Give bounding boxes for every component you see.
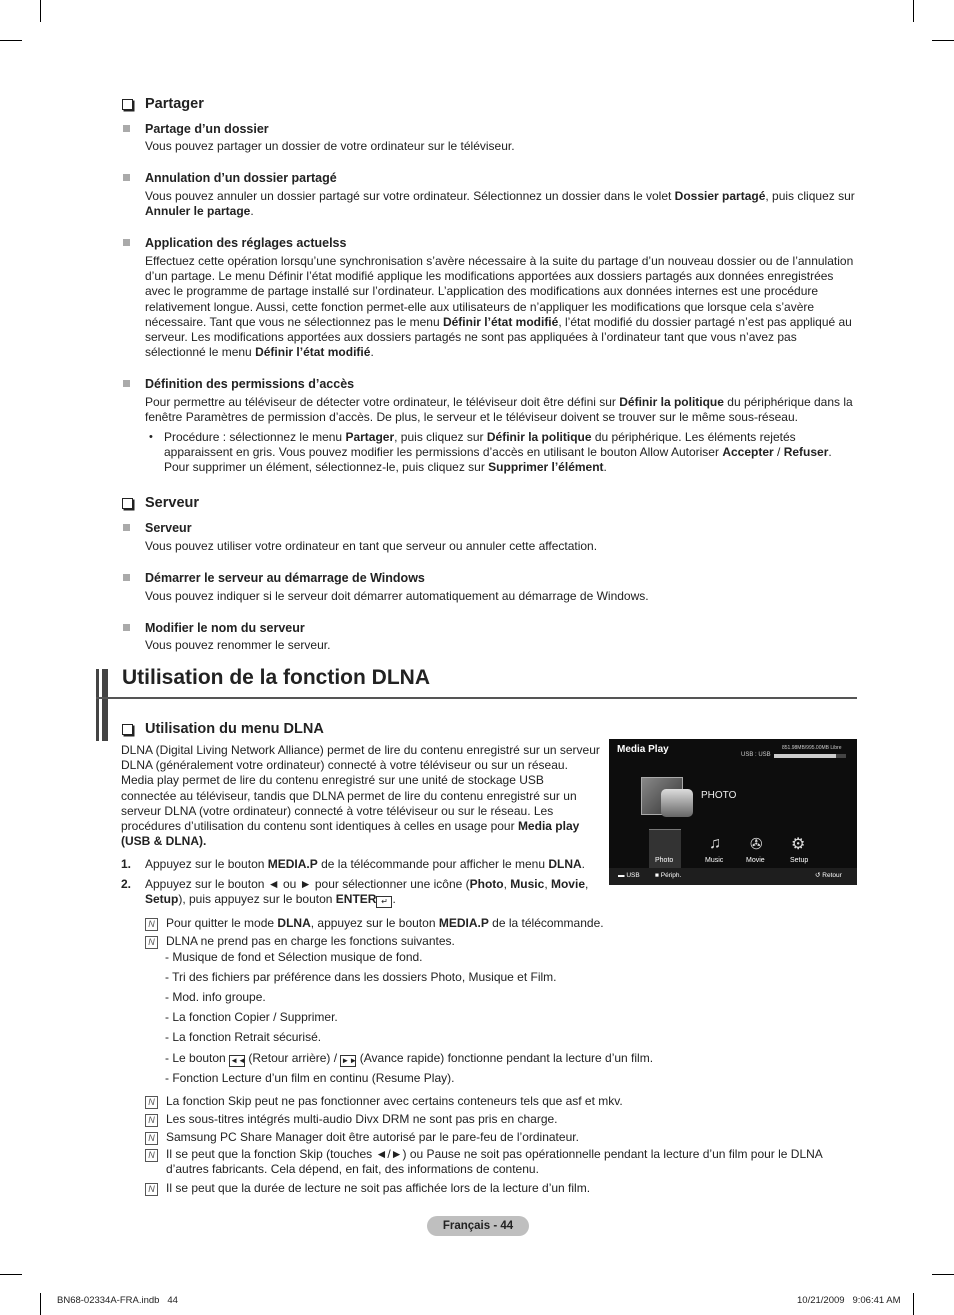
item-text: Pour permettre au téléviseur de détecter votre ordinateur, le téléviseur doit être défini sur Définir la politique du périphérique dans la fenêtre Paramètres de permission d’accès. De plus, le serveur et le téléviseur doivent se trouver sur le même sous-réseau. (145, 395, 853, 425)
section-heading-partager: Partager (122, 96, 204, 112)
dash-item: - Mod. info groupe. (165, 990, 266, 1004)
screen-title: Media Play (617, 744, 669, 755)
square-bullet-icon (123, 380, 130, 387)
note-icon: N (145, 1149, 158, 1162)
square-bullet-icon (123, 574, 130, 581)
dash-item: - Tri des fichiers par préférence dans les dossiers Photo, Musique et Film. (165, 970, 557, 984)
media-play-screen (609, 739, 857, 885)
icon-label-photo: Photo (655, 857, 674, 864)
storage-bar (774, 754, 846, 758)
crop-mark (40, 1293, 41, 1315)
title-bar-decoration (96, 669, 99, 741)
square-bullet-icon (123, 174, 130, 181)
note: N DLNA ne prend pas en charge les fonctions suivantes. (145, 934, 857, 949)
dash-item: - Le bouton ◄◄ (Retour arrière) / ►► (Avance rapide) fonctionne pendant la lecture d’un film. (165, 1051, 654, 1065)
dash-item: - Fonction Lecture d’un film en continu (Resume Play). (165, 1071, 455, 1085)
dash-item: - Musique de fond et Sélection musique de fond. (165, 950, 423, 964)
note: N Il se peut que la durée de lecture ne soit pas affichée lors de la lecture d’un film. (145, 1181, 857, 1196)
note: N Samsung PC Share Manager doit être autorisé par le pare-feu de l’ordinateur. (145, 1130, 857, 1145)
item-title: Application des réglages actuelss (123, 236, 346, 250)
storage-fill (774, 754, 836, 758)
item-title: Modifier le nom du serveur (123, 621, 305, 635)
current-category: PHOTO (701, 790, 737, 801)
crop-mark (913, 1293, 914, 1315)
device-button[interactable]: ■ Périph. (655, 872, 682, 879)
section-heading-dlna-menu: Utilisation du menu DLNA (122, 721, 324, 737)
item-title: Définition des permissions d’accès (123, 377, 354, 391)
note: N Il se peut que la fonction Skip (touches ◄/►) ou Pause ne soit pas opérationnelle pendant la lecture d’un film pour le DLNA d’autres fabricants. Cela dépend, en fait, des informations de contenu. (145, 1147, 857, 1177)
section-heading-serveur: Serveur (122, 495, 199, 511)
movie-icon[interactable]: ✇ (750, 836, 763, 853)
bullet-text: Procédure : sélectionnez le menu Partager, puis cliquez sur Définir la politique du périphérique. Les éléments rejetés apparaissent en gris. Vous pouvez modifier les permissions d’accès en utilisant le bouton Allow Autoriser Accepter / Refuser. Pour supprimer un élément, sélectionnez-le, puis cliquez sur Supprimer l’élément. (164, 430, 832, 475)
title-bar-decoration (102, 669, 108, 741)
file-name: BN68-02334A-FRA.indb 44 (57, 1295, 178, 1306)
step-1: 1. Appuyez sur le bouton MEDIA.P de la télécommande pour afficher le menu DLNA. (121, 857, 586, 871)
note-icon: N (145, 918, 158, 931)
page-title: Utilisation de la fonction DLNA (122, 666, 430, 689)
dash-item: - La fonction Retrait sécurisé. (165, 1030, 322, 1044)
bullet-dot: • (149, 431, 153, 443)
icon-label-movie: Movie (746, 857, 765, 864)
item-title: Serveur (123, 521, 192, 535)
square-bullet-icon (123, 624, 130, 631)
item-text: Vous pouvez renommer le serveur. (145, 638, 331, 652)
camera-icon (661, 789, 693, 817)
item-title: Annulation d’un dossier partagé (123, 171, 337, 185)
note: N Les sous-titres intégrés multi-audio Divx DRM ne sont pas pris en charge. (145, 1112, 857, 1127)
item-text: Vous pouvez indiquer si le serveur doit démarrer automatiquement au démarrage de Windows. (145, 589, 649, 603)
checkbox-icon (122, 99, 133, 110)
return-button[interactable]: ↺ Retour (815, 872, 842, 879)
square-bullet-icon (123, 239, 130, 246)
item-title: Partage d’un dossier (123, 122, 269, 136)
item-text: Effectuez cette opération lorsqu’une synchronisation s’avère nécessaire à la suite du partage d’un nouveau dossier ou de l’annulation d’un partage. Le menu Définir l’état modifié applique les modifications apportées aux dossiers partagés aux données enregistrées avec le programme de partage installé sur l’ordinateur. L’application des modifications aux données internes est une procédure relativement longue. Aussi, cette fonction permet-elle aux utilisateurs de n’appliquer les modifications que lorsque cela s’avère nécessaire. Tant que vous ne sélectionnez pas le menu Définir l’état modifié, l’état modifié du dossier partagé n’est pas appliqué au serveur. Les modifications apportées aux dossiers partagés ne sont pas appliquées à l’ordinateur tant que vous n’avez pas sélectionné le menu Définir l’état modifié. (145, 254, 854, 360)
enter-icon: ↵ (376, 896, 392, 908)
rewind-icon: ◄◄ (230, 1056, 246, 1065)
intro-text: DLNA (Digital Living Network Alliance) permet de lire du contenu enregistré sur un serveur DLNA (généralement votre ordinateur) connecté à votre téléviseur ou sur un réseau. Media play permet de lire du contenu enregistré sur une unité de stockage USB connectée au téléviseur, tandis que DLNA permet de lire du contenu enregistré sur un serveur DLNA (votre ordinateur) connecté à votre téléviseur ou sur le réseau. Les procédures d’utilisation du contenu sont identiques à celles en usage pour Media play (USB & DLNA). (121, 743, 600, 849)
usb-icon: ▬ (618, 872, 625, 879)
note: N La fonction Skip peut ne pas fonctionner avec certains conteneurs tels que asf et mkv. (145, 1094, 857, 1109)
crop-mark (932, 1274, 954, 1275)
icon-label-music: Music (705, 857, 724, 864)
title-rule (96, 697, 857, 699)
setup-icon[interactable]: ⚙ (791, 836, 806, 853)
checkbox-icon (122, 724, 133, 735)
page-number: Français - 44 (427, 1216, 529, 1236)
storage-text: 851.98MB/995.00MB Libre (782, 745, 842, 751)
print-date: 10/21/2009 9:06:41 AM (797, 1295, 901, 1306)
checkbox-icon (122, 498, 133, 509)
note-icon: N (145, 1183, 158, 1196)
note-icon: N (145, 1096, 158, 1109)
usb-label: USB : USB (741, 752, 771, 758)
item-title: Démarrer le serveur au démarrage de Windows (123, 571, 425, 585)
item-text: Vous pouvez partager un dossier de votre ordinateur sur le téléviseur. (145, 139, 515, 153)
step-2: 2. Appuyez sur le bouton ◄ ou ► pour sélectionner une icône (Photo, Music, Movie, Setup), puis appuyez sur le bouton ENTER ↵ . (121, 877, 589, 907)
note: N Pour quitter le mode DLNA, appuyez sur le bouton MEDIA.P de la télécommande. (145, 916, 857, 931)
icon-label-setup: Setup (790, 857, 809, 864)
crop-mark (0, 1274, 22, 1275)
square-bullet-icon (123, 524, 130, 531)
square-bullet-icon (123, 125, 130, 132)
music-icon[interactable]: ♫ (709, 835, 721, 852)
item-text: Vous pouvez annuler un dossier partagé sur votre ordinateur. Sélectionnez un dossier dans le volet Dossier partagé, puis cliquez sur Annuler le partage. (145, 189, 855, 219)
note-icon: N (145, 936, 158, 949)
square-icon: ■ (655, 872, 659, 879)
crop-mark (913, 0, 914, 22)
crop-mark (0, 40, 22, 41)
crop-mark (40, 0, 41, 22)
fast-forward-icon: ►► (341, 1056, 358, 1065)
crop-mark (932, 40, 954, 41)
return-icon: ↺ (815, 872, 821, 879)
usb-button[interactable]: ▬ USB (618, 872, 640, 879)
item-text: Vous pouvez utiliser votre ordinateur en tant que serveur ou annuler cette affectation. (145, 539, 598, 553)
note-icon: N (145, 1114, 158, 1127)
note-icon: N (145, 1132, 158, 1145)
dash-item: - La fonction Copier / Supprimer. (165, 1010, 338, 1024)
